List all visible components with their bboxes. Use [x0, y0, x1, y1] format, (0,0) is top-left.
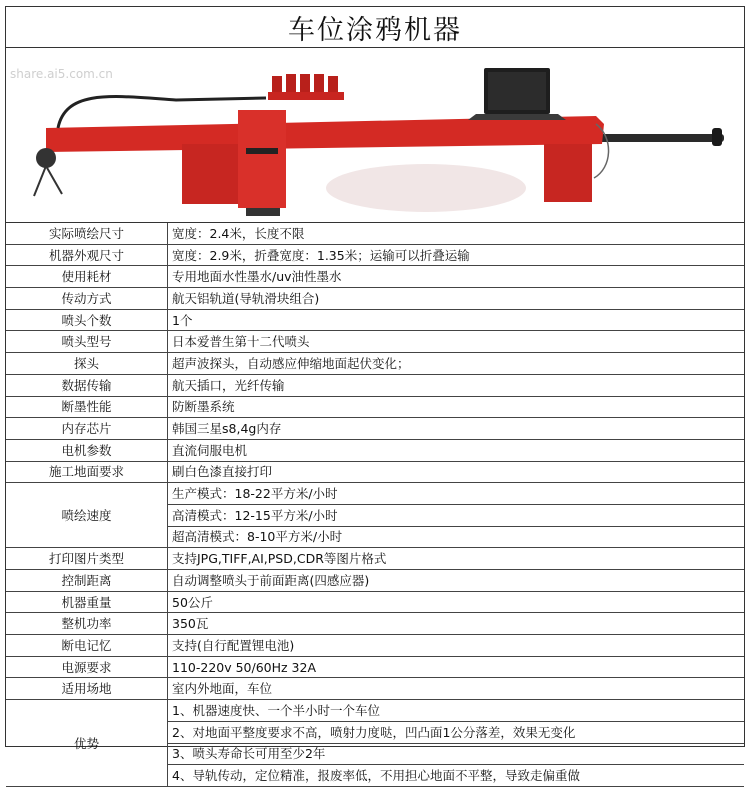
spec-value: 3、喷头寿命长可用至少2年 [168, 743, 745, 765]
spec-label: 喷绘速度 [6, 483, 168, 548]
spec-value: 4、导轨传动，定位精准，报废率低，不用担心地面不平整，导致走偏重做 [168, 765, 745, 787]
spec-value: 2、对地面平整度要求不高，喷射力度哒，凹凸面1公分落差，效果无变化 [168, 721, 745, 743]
spec-value: 宽度：2.9米，折叠宽度：1.35米；运输可以折叠运输 [168, 244, 745, 266]
spec-value: 350瓦 [168, 613, 745, 635]
spec-value: 50公斤 [168, 591, 745, 613]
spec-row [6, 613, 744, 635]
spec-row [6, 461, 744, 483]
spec-row [6, 374, 744, 396]
spec-value: 刷白色漆直接打印 [168, 461, 745, 483]
carriage-base [246, 208, 280, 216]
spec-label: 机器重量 [6, 591, 168, 613]
spec-label: 喷头个数 [6, 309, 168, 331]
spec-value: 生产模式：18-22平方米/小时 [168, 483, 745, 505]
spec-label: 内存芯片 [6, 418, 168, 440]
spec-label: 控制距离 [6, 570, 168, 592]
spec-row [6, 439, 744, 461]
spec-value: 专用地面水性墨水/uv油性墨水 [168, 266, 745, 288]
spec-label: 整机功率 [6, 613, 168, 635]
spec-row [6, 700, 744, 722]
page-title: 车位涂鸦机器 [6, 7, 744, 48]
blurred-region [326, 164, 526, 212]
spec-value: 110-220v 50/60Hz 32A [168, 656, 745, 678]
spec-label: 机器外观尺寸 [6, 244, 168, 266]
spec-row [6, 591, 744, 613]
spec-row [6, 635, 744, 657]
spec-value: 自动调整喷头于前面距离(四感应器) [168, 570, 745, 592]
motor [36, 148, 56, 168]
laptop [468, 68, 566, 120]
carriage-slot [246, 148, 278, 154]
spec-label: 喷头型号 [6, 331, 168, 353]
spec-label: 电机参数 [6, 439, 168, 461]
spec-row [6, 548, 744, 570]
spec-row [6, 418, 744, 440]
rail-end-cap [712, 128, 722, 146]
spec-row [6, 396, 744, 418]
spec-value: 日本爱普生第十二代喷头 [168, 331, 745, 353]
spec-label: 使用耗材 [6, 266, 168, 288]
spec-value: 支持(自行配置锂电池) [168, 635, 745, 657]
spec-row [6, 288, 744, 310]
spec-row [6, 570, 744, 592]
machine-illustration [6, 48, 744, 222]
spec-label: 实际喷绘尺寸 [6, 223, 168, 244]
spec-label: 电源要求 [6, 656, 168, 678]
spec-row [6, 223, 744, 244]
spec-value: 室内外地面，车位 [168, 678, 745, 700]
spec-sheet [5, 6, 745, 784]
left-leg [182, 144, 242, 204]
spec-row [6, 331, 744, 353]
spec-value: 宽度：2.4米，长度不限 [168, 223, 745, 244]
spec-value: 韩国三星s8,4g内存 [168, 418, 745, 440]
spec-value: 超高清模式：8-10平方米/小时 [168, 526, 745, 548]
spec-row [6, 309, 744, 331]
spec-value: 支持JPG,TIFF,AI,PSD,CDR等图片格式 [168, 548, 745, 570]
motor-cables [34, 166, 62, 196]
cable [58, 97, 266, 128]
spec-table [6, 223, 744, 787]
spec-value: 航天铝轨道(导轨滑块组合) [168, 288, 745, 310]
spec-value: 防断墨系统 [168, 396, 745, 418]
spec-row [6, 353, 744, 375]
print-carriage [238, 110, 286, 208]
spec-row [6, 266, 744, 288]
spec-value: 高清模式：12-15平方米/小时 [168, 504, 745, 526]
machine-photo [6, 48, 744, 223]
spec-label: 传动方式 [6, 288, 168, 310]
spec-label: 断墨性能 [6, 396, 168, 418]
watermark: share.ai5.com.cn [10, 67, 113, 81]
red-frame [46, 116, 604, 152]
spec-value: 1个 [168, 309, 745, 331]
spec-label: 打印图片类型 [6, 548, 168, 570]
spec-value: 直流伺服电机 [168, 439, 745, 461]
spec-value: 1、机器速度快、一个半小时一个车位 [168, 700, 745, 722]
spec-label: 数据传输 [6, 374, 168, 396]
spec-value: 超声波探头，自动感应伸缩地面起伏变化； [168, 353, 745, 375]
spec-row [6, 656, 744, 678]
spec-row [6, 244, 744, 266]
spec-row [6, 483, 744, 505]
spec-value: 航天插口，光纤传输 [168, 374, 745, 396]
spec-label: 优势 [6, 700, 168, 787]
spec-label: 探头 [6, 353, 168, 375]
spec-label: 断电记忆 [6, 635, 168, 657]
ink-tanks [268, 74, 344, 100]
spec-label: 施工地面要求 [6, 461, 168, 483]
spec-row [6, 678, 744, 700]
spec-label: 适用场地 [6, 678, 168, 700]
right-leg [544, 144, 592, 202]
